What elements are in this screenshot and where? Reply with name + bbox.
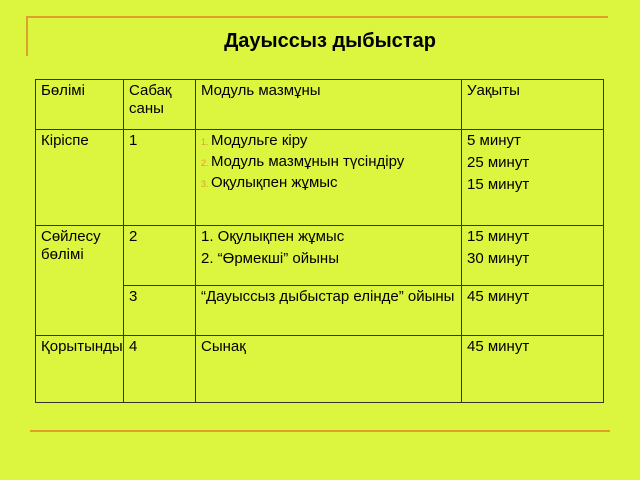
section-intro: Кіріспе <box>36 130 124 226</box>
section-main: Сөйлесу бөлімі <box>36 226 124 336</box>
time-cell: 45 минут <box>462 336 604 403</box>
time-cell <box>462 226 604 286</box>
time-cell <box>462 130 604 226</box>
content-line: 2. “Өрмекші” ойыны <box>201 250 339 267</box>
header-lesson-count: Сабақ саны <box>124 80 196 130</box>
time-cell: 45 минут <box>462 286 604 336</box>
page-title-text: Дауыссыз дыбыстар <box>224 30 436 52</box>
time-value: 5 минут <box>467 132 521 149</box>
content-list <box>201 132 456 192</box>
content-cell <box>196 130 462 226</box>
content-line: 1. Оқулықпен жұмыс <box>201 228 345 245</box>
frame-bottom-line <box>30 430 610 432</box>
content-cell: Сынақ <box>196 336 462 403</box>
section-conclusion: Қорытынды <box>36 336 124 403</box>
header-content: Модуль мазмұны <box>196 80 462 130</box>
lesson-number: 4 <box>124 336 196 403</box>
content-cell: “Дауыссыз дыбыстар елінде” ойыны <box>196 286 462 336</box>
header-section: Бөлімі <box>36 80 124 130</box>
list-item: 1. Модульге кіру <box>211 132 456 150</box>
time-value: 25 минут <box>467 154 530 171</box>
list-item: 3. Оқулықпен жұмыс <box>211 174 456 192</box>
page-title <box>0 30 560 53</box>
table-row <box>36 336 604 403</box>
time-value: 15 минут <box>467 228 530 245</box>
table-row <box>36 226 604 286</box>
table-row <box>36 80 604 130</box>
frame-top-line <box>26 16 608 18</box>
header-time: Уақыты <box>462 80 604 130</box>
time-value: 30 минут <box>467 250 530 267</box>
lesson-number: 3 <box>124 286 196 336</box>
list-item: 2. Модуль мазмұнын түсіндіру <box>211 153 456 171</box>
module-table <box>35 79 604 403</box>
time-value: 15 минут <box>467 176 530 193</box>
lesson-number: 1 <box>124 130 196 226</box>
content-cell <box>196 226 462 286</box>
lesson-number: 2 <box>124 226 196 286</box>
table-row <box>36 130 604 226</box>
